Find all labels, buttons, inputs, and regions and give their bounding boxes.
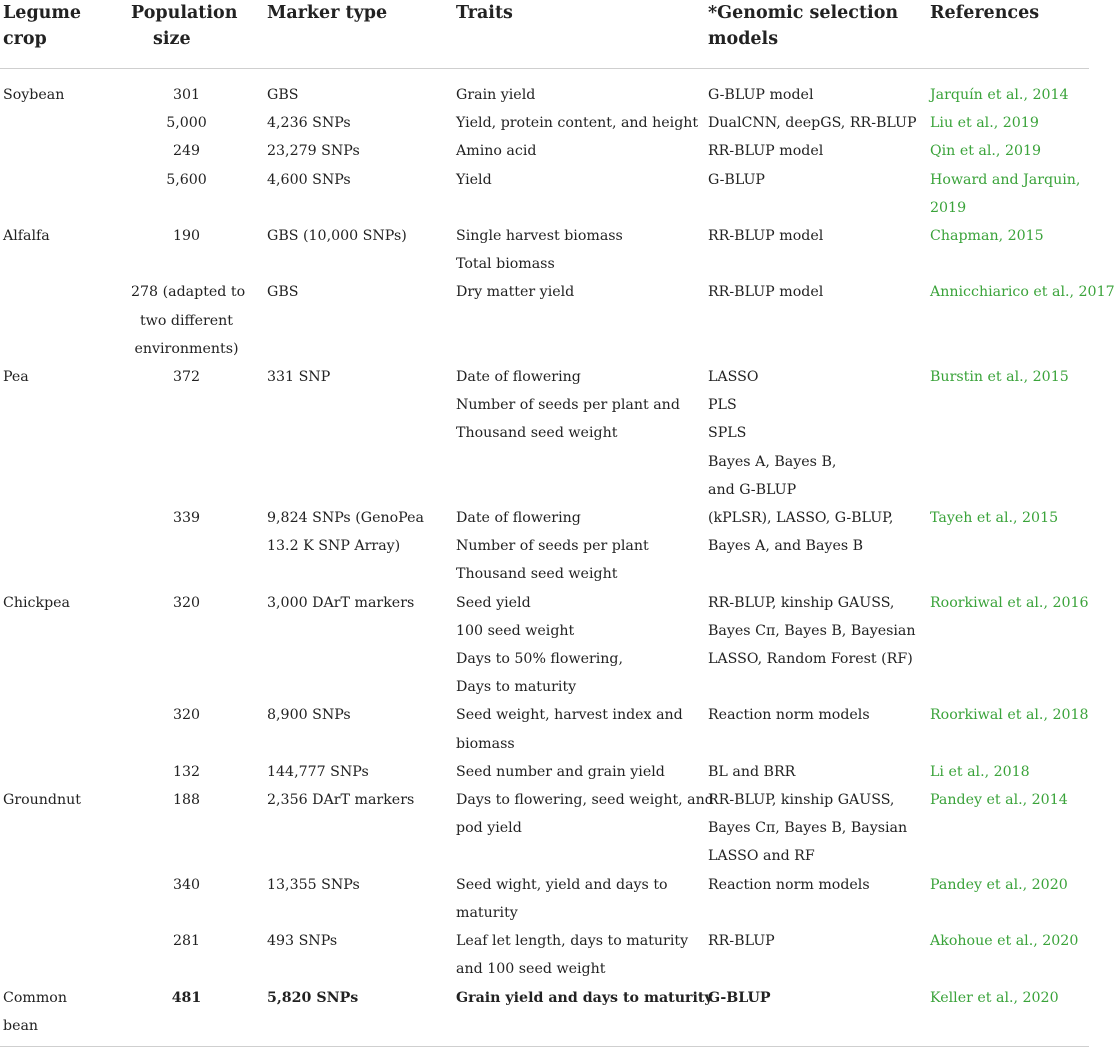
cell-reference-link-line[interactable]: Burstin et al., 2015 <box>930 369 1069 386</box>
cell-models-line: RR-BLUP, kinship GAUSS, <box>708 792 895 809</box>
cell-population-size <box>128 69 264 110</box>
cell-marker-type <box>264 927 453 983</box>
cell-reference-link-line[interactable]: Jarquín et al., 2014 <box>930 87 1069 103</box>
table-row <box>0 589 1089 702</box>
cell-models <box>705 984 927 1047</box>
cell-models-line: RR-BLUP model <box>708 143 824 160</box>
table-row <box>0 137 1089 165</box>
cell-population-size <box>128 589 264 702</box>
cell-traits <box>453 504 705 589</box>
table-row <box>0 701 1089 757</box>
cell-reference-link[interactable] <box>927 758 1089 786</box>
cell-crop <box>0 504 128 589</box>
cell-marker-type-line: 13.2 K SNP Array) <box>267 538 401 555</box>
cell-reference-link-line[interactable]: Annicchiarico et al., 2017 <box>930 284 1115 301</box>
cell-traits-line: Thousand seed weight <box>456 566 618 583</box>
cell-models-line: (kPLSR), LASSO, G-BLUP, <box>708 510 894 527</box>
cell-traits <box>453 278 705 363</box>
cell-traits-line: Total biomass <box>456 256 555 273</box>
table-row <box>0 278 1089 363</box>
cell-population-size <box>128 927 264 983</box>
cell-population-size-line: 481 <box>171 989 202 1006</box>
cell-marker-type-line: 8,900 SNPs <box>267 707 351 724</box>
cell-marker-type <box>264 363 453 504</box>
cell-reference-link-line[interactable]: Li et al., 2018 <box>930 763 1030 780</box>
cell-traits-line: Seed weight, harvest index and <box>456 707 683 724</box>
cell-traits <box>453 363 705 504</box>
cell-reference-link-line[interactable]: Roorkiwal et al., 2018 <box>930 707 1089 724</box>
cell-population-size <box>128 109 264 137</box>
cell-population-size-line: 301 <box>172 87 201 103</box>
cell-population-size-line: 132 <box>172 763 201 780</box>
cell-crop-text: Common bean <box>3 989 67 1034</box>
cell-marker-type <box>264 278 453 363</box>
cell-models <box>705 701 927 757</box>
cell-marker-type <box>264 504 453 589</box>
cell-marker-type <box>264 984 453 1047</box>
cell-models <box>705 222 927 278</box>
cell-traits <box>453 137 705 165</box>
cell-traits-line: Days to 50% flowering, <box>456 651 624 668</box>
table-row <box>0 222 1089 278</box>
cell-reference-link-line[interactable]: Roorkiwal et al., 2016 <box>930 594 1089 611</box>
cell-traits-line: Grain yield and days to maturity <box>456 989 713 1006</box>
cell-crop <box>0 871 128 927</box>
cell-reference-link[interactable] <box>927 363 1089 504</box>
cell-traits <box>453 758 705 786</box>
table-row <box>0 984 1089 1047</box>
cell-population-size-line: environments) <box>134 340 239 357</box>
cell-reference-link-line[interactable]: Keller et al., 2020 <box>930 989 1059 1006</box>
cell-models-line: PLS <box>708 397 737 414</box>
cell-population-size <box>128 984 264 1047</box>
cell-reference-link-line[interactable]: Chapman, 2015 <box>930 228 1044 245</box>
cell-reference-link-line[interactable]: Liu et al., 2019 <box>930 115 1039 132</box>
cell-traits-line: 100 seed weight <box>456 622 575 639</box>
cell-crop-text: Soybean <box>3 87 65 103</box>
cell-traits-line: Grain yield <box>456 87 536 103</box>
cell-population-size <box>128 786 264 871</box>
cell-crop-text: Alfalfa <box>3 228 50 245</box>
cell-population-size <box>128 222 264 278</box>
cell-models-line: LASSO and RF <box>708 848 815 865</box>
cell-traits-line: Date of flowering <box>456 510 581 527</box>
cell-traits-line: maturity <box>456 904 518 921</box>
cell-models-line: Bayes Cπ, Bayes B, Baysian <box>708 820 908 837</box>
cell-marker-type <box>264 758 453 786</box>
header-genomic-selection-models: *Genomic selection models <box>705 0 927 69</box>
cell-traits-line: Yield, protein content, and height <box>456 115 699 132</box>
cell-marker-type-line: 2,356 DArT markers <box>267 792 415 809</box>
cell-traits-line: Date of flowering <box>456 369 581 386</box>
cell-crop <box>0 701 128 757</box>
cell-traits-line: Amino acid <box>456 143 537 160</box>
cell-marker-type-line: 331 SNP <box>267 369 331 386</box>
header-legume-crop: Legume crop <box>0 0 128 69</box>
cell-traits-line: Number of seeds per plant <box>456 538 649 555</box>
cell-models-line: G-BLUP model <box>708 87 814 103</box>
cell-reference-link[interactable] <box>927 166 1089 222</box>
table-row <box>0 109 1089 137</box>
cell-traits <box>453 701 705 757</box>
cell-population-size <box>128 363 264 504</box>
cell-marker-type <box>264 786 453 871</box>
cell-marker-type <box>264 222 453 278</box>
cell-marker-type <box>264 589 453 702</box>
cell-traits <box>453 786 714 871</box>
cell-models <box>705 786 927 871</box>
cell-models-line: Bayes A, and Bayes B <box>708 538 864 555</box>
cell-traits <box>453 984 713 1047</box>
cell-population-size <box>128 701 264 757</box>
cell-models-line: DualCNN, deepGS, RR-BLUP <box>708 115 917 132</box>
cell-population-size-line: 5,000 <box>166 115 207 132</box>
cell-models <box>705 137 927 165</box>
cell-traits-line: Yield <box>456 171 492 188</box>
cell-traits-line: Leaf let length, days to maturity <box>456 933 689 950</box>
cell-reference-link[interactable] <box>927 69 1089 110</box>
cell-models-line: LASSO, Random Forest (RF) <box>708 651 913 668</box>
cell-crop-text: Chickpea <box>3 594 71 611</box>
cell-population-size-line: 249 <box>172 143 201 160</box>
cell-reference-link[interactable] <box>927 278 1115 363</box>
cell-marker-type-line: 3,000 DArT markers <box>267 594 415 611</box>
cell-marker-type <box>264 137 453 165</box>
cell-reference-link[interactable] <box>927 786 1089 871</box>
cell-traits-line: and 100 seed weight <box>456 961 606 978</box>
cell-models-line: and G-BLUP <box>708 481 797 498</box>
cell-reference-link[interactable] <box>927 137 1089 165</box>
cell-marker-type-line: 23,279 SNPs <box>267 143 360 160</box>
cell-traits-line: Thousand seed weight <box>456 425 618 442</box>
cell-population-size-line: 278 (adapted to <box>131 284 246 301</box>
cell-traits <box>453 222 705 278</box>
cell-traits <box>453 69 705 110</box>
table-row <box>0 504 1089 589</box>
cell-marker-type-line: GBS (10,000 SNPs) <box>267 228 407 245</box>
cell-marker-type <box>264 701 453 757</box>
cell-crop <box>0 166 128 222</box>
cell-traits-line: Single harvest biomass <box>456 228 623 245</box>
cell-reference-link[interactable] <box>927 871 1089 927</box>
cell-models <box>705 166 927 222</box>
cell-marker-type <box>264 166 453 222</box>
cell-crop <box>0 137 128 165</box>
cell-models-line: RR-BLUP <box>708 933 775 950</box>
cell-models-line: G-BLUP <box>708 989 771 1006</box>
cell-marker-type-line: 9,824 SNPs (GenoPea <box>267 510 424 527</box>
cell-population-size-line: 339 <box>172 510 201 527</box>
cell-marker-type-line: 4,236 SNPs <box>267 115 351 132</box>
table-row <box>0 69 1089 110</box>
cell-population-size-line: two different <box>139 312 233 329</box>
table-row <box>0 786 1089 871</box>
cell-traits <box>453 109 705 137</box>
cell-models-line: G-BLUP <box>708 171 765 188</box>
cell-crop <box>0 984 128 1047</box>
cell-models <box>705 109 927 137</box>
cell-reference-link[interactable] <box>927 984 1089 1047</box>
cell-crop <box>0 786 128 871</box>
cell-models-line: Reaction norm models <box>708 707 870 724</box>
cell-models-line: SPLS <box>708 425 747 442</box>
cell-reference-link-line[interactable]: Pandey et al., 2020 <box>930 876 1068 893</box>
cell-models <box>705 927 927 983</box>
cell-traits-line: Number of seeds per plant and <box>456 397 680 414</box>
cell-traits-line: Days to flowering, seed weight, and <box>456 792 714 809</box>
cell-traits-line: Dry matter yield <box>456 284 575 301</box>
cell-models <box>705 504 927 589</box>
cell-crop <box>0 69 128 110</box>
cell-marker-type-line: 5,820 SNPs <box>267 989 359 1006</box>
cell-population-size <box>128 504 264 589</box>
cell-population-size-line: 281 <box>172 933 201 950</box>
cell-models <box>705 69 927 110</box>
cell-crop <box>0 363 128 504</box>
cell-traits-line: Seed number and grain yield <box>456 763 665 780</box>
cell-population-size <box>128 758 264 786</box>
cell-marker-type-line: 4,600 SNPs <box>267 171 351 188</box>
cell-crop-text: Groundnut <box>3 792 81 809</box>
cell-crop <box>0 222 128 278</box>
cell-population-size <box>128 278 264 363</box>
header-population-size: Population size <box>128 0 264 69</box>
cell-population-size-line: 188 <box>172 792 201 809</box>
cell-marker-type-line: 144,777 SNPs <box>267 763 369 780</box>
header-row <box>0 0 1089 69</box>
cell-population-size-line: 340 <box>172 876 201 893</box>
cell-marker-type <box>264 871 453 927</box>
header-marker-type: Marker type <box>264 0 453 69</box>
cell-crop <box>0 109 128 137</box>
cell-traits-line: biomass <box>456 735 515 752</box>
cell-marker-type-line: GBS <box>267 284 299 301</box>
cell-population-size <box>128 871 264 927</box>
table-row <box>0 363 1089 504</box>
cell-models-line: LASSO <box>708 369 759 386</box>
cell-traits-line: Seed yield <box>456 594 531 611</box>
cell-population-size-line: 372 <box>172 369 201 386</box>
cell-models <box>705 871 927 927</box>
cell-traits <box>453 927 705 983</box>
cell-models <box>705 589 927 702</box>
cell-crop <box>0 927 128 983</box>
table-row <box>0 758 1089 786</box>
cell-reference-link-line[interactable]: Howard and Jarquin, <box>930 171 1081 188</box>
table-row <box>0 166 1089 222</box>
cell-reference-link[interactable] <box>927 109 1089 137</box>
cell-reference-link-line[interactable]: Pandey et al., 2014 <box>930 792 1068 809</box>
cell-population-size-line: 320 <box>172 707 201 724</box>
cell-models-line: Reaction norm models <box>708 876 870 893</box>
cell-reference-link-line[interactable]: Akohoue et al., 2020 <box>930 933 1079 950</box>
cell-models <box>705 758 927 786</box>
cell-reference-link-line[interactable]: Tayeh et al., 2015 <box>930 510 1059 527</box>
cell-traits-line: pod yield <box>456 820 522 837</box>
header-references: References <box>927 0 1089 69</box>
cell-marker-type <box>264 69 453 110</box>
cell-models-line: RR-BLUP, kinship GAUSS, <box>708 594 895 611</box>
cell-reference-link-line[interactable]: 2019 <box>930 199 967 216</box>
cell-traits <box>453 871 705 927</box>
cell-population-size-line: 320 <box>172 594 201 611</box>
cell-marker-type-line: 13,355 SNPs <box>267 876 360 893</box>
cell-models-line: BL and BRR <box>708 763 796 780</box>
cell-crop <box>0 758 128 786</box>
cell-crop <box>0 589 128 702</box>
cell-marker-type-line: GBS <box>267 87 299 103</box>
cell-traits-line: Days to maturity <box>456 679 577 696</box>
cell-models <box>705 363 927 504</box>
cell-population-size-line: 190 <box>172 228 201 245</box>
table-row <box>0 927 1089 983</box>
cell-traits <box>453 589 705 702</box>
cell-reference-link[interactable] <box>927 504 1089 589</box>
cell-reference-link[interactable] <box>927 701 1089 757</box>
cell-reference-link[interactable] <box>927 222 1089 278</box>
cell-crop-text: Pea <box>3 369 29 386</box>
table-row <box>0 871 1089 927</box>
cell-population-size <box>128 137 264 165</box>
cell-reference-link[interactable] <box>927 927 1089 983</box>
table-body <box>0 69 1115 1047</box>
cell-population-size <box>128 166 264 222</box>
cell-marker-type <box>264 109 453 137</box>
cell-models-line: RR-BLUP model <box>708 284 824 301</box>
cell-marker-type-line: 493 SNPs <box>267 933 338 950</box>
cell-reference-link[interactable] <box>927 589 1089 702</box>
cell-reference-link-line[interactable]: Qin et al., 2019 <box>930 143 1042 160</box>
cell-models-line: Bayes Cπ, Bayes B, Bayesian <box>708 622 916 639</box>
cell-crop <box>0 278 128 363</box>
cell-models <box>705 278 927 363</box>
cell-models-line: Bayes A, Bayes B, <box>708 453 837 470</box>
cell-models-line: RR-BLUP model <box>708 228 824 245</box>
cell-traits-line: Seed wight, yield and days to <box>456 876 668 893</box>
cell-traits <box>453 166 705 222</box>
cell-population-size-line: 5,600 <box>166 171 207 188</box>
header-traits: Traits <box>453 0 705 69</box>
